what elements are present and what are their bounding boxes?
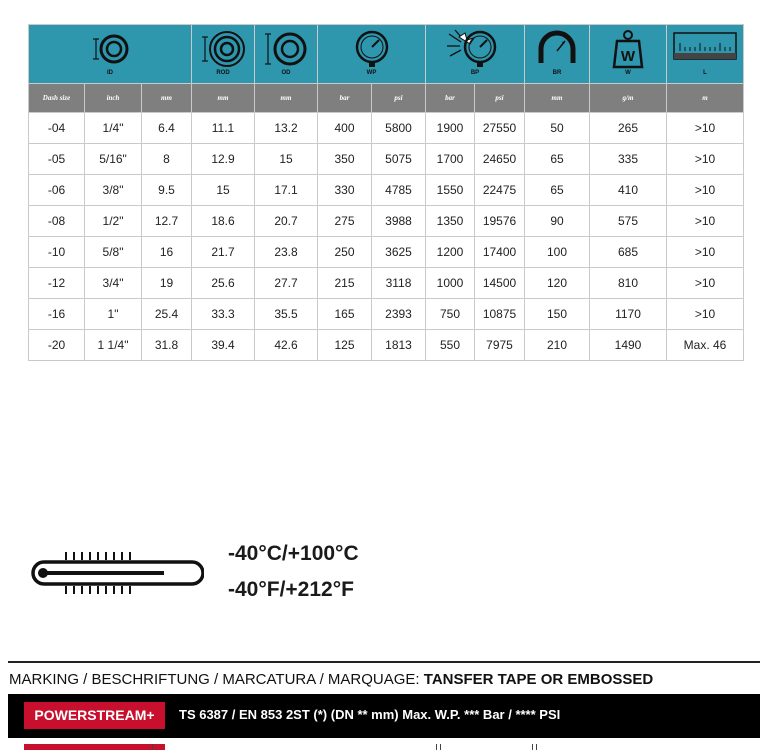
table-row <box>29 268 744 299</box>
marking-label: MARKING / BESCHRIFTUNG / MARCATURA / MARQUAGE: <box>9 671 424 688</box>
unit-header-row <box>29 84 744 113</box>
temp-celsius: -40°C/+100°C <box>228 542 359 565</box>
w-header <box>590 25 667 84</box>
table-cell: 3988 <box>372 206 426 237</box>
table-cell: 400 <box>318 113 372 144</box>
temp-fahrenheit: -40°F/+212°F <box>228 578 354 601</box>
table-cell: >10 <box>667 206 744 237</box>
table-cell: 550 <box>426 330 475 361</box>
table-cell: 1/2" <box>85 206 142 237</box>
table-cell: -08 <box>29 206 85 237</box>
table-cell: 4785 <box>372 175 426 206</box>
table-cell: 8 <box>142 144 192 175</box>
unit-cell: psi <box>372 84 426 113</box>
table-cell: -12 <box>29 268 85 299</box>
table-cell: 20.7 <box>255 206 318 237</box>
table-cell: 21.7 <box>192 237 255 268</box>
table-body <box>29 113 744 361</box>
table-cell: 25.6 <box>192 268 255 299</box>
table-cell: 1/4" <box>85 113 142 144</box>
table-cell: 17.1 <box>255 175 318 206</box>
wp-label: WP <box>366 70 377 76</box>
bp-label: BP <box>470 70 480 76</box>
table-cell: 11.1 <box>192 113 255 144</box>
table-cell: -20 <box>29 330 85 361</box>
od-header <box>255 25 318 84</box>
table-cell: 90 <box>525 206 590 237</box>
table-cell: 275 <box>318 206 372 237</box>
rod-label: ROD <box>216 70 230 76</box>
table-cell: 1 1/4" <box>85 330 142 361</box>
table-cell: 1700 <box>426 144 475 175</box>
table-cell: 7975 <box>475 330 525 361</box>
table-row <box>29 237 744 268</box>
table-cell: 31.8 <box>142 330 192 361</box>
table-cell: 575 <box>590 206 667 237</box>
weight-icon <box>608 29 648 69</box>
table-cell: 12.7 <box>142 206 192 237</box>
id-label: ID <box>107 70 113 76</box>
table-cell: 750 <box>426 299 475 330</box>
table-cell: 1" <box>85 299 142 330</box>
table-cell: 1350 <box>426 206 475 237</box>
table-cell: 1170 <box>590 299 667 330</box>
table-cell: 19 <box>142 268 192 299</box>
table-cell: 17400 <box>475 237 525 268</box>
table-cell: 120 <box>525 268 590 299</box>
table-cell: 1550 <box>426 175 475 206</box>
table-cell: 19576 <box>475 206 525 237</box>
table-cell: 1000 <box>426 268 475 299</box>
l-label: L <box>703 70 707 76</box>
table-cell: >10 <box>667 144 744 175</box>
table-cell: 6.4 <box>142 113 192 144</box>
table-cell: >10 <box>667 175 744 206</box>
brand-badge: POWERSTREAM+ <box>24 702 165 729</box>
table-cell: 215 <box>318 268 372 299</box>
bp-gauge-icon <box>445 29 505 69</box>
table-cell: 27550 <box>475 113 525 144</box>
table-cell: 35.5 <box>255 299 318 330</box>
table-cell: 2393 <box>372 299 426 330</box>
br-header <box>525 25 590 84</box>
table-cell: 210 <box>525 330 590 361</box>
table-row <box>29 299 744 330</box>
marking-method: TANSFER TAPE OR EMBOSSED <box>423 671 654 688</box>
marking-bar <box>8 694 760 738</box>
table-cell: 150 <box>525 299 590 330</box>
table-cell: 9.5 <box>142 175 192 206</box>
table-cell: 22475 <box>475 175 525 206</box>
table-cell: 25.4 <box>142 299 192 330</box>
rod-icon <box>198 29 248 69</box>
unit-cell: mm <box>525 84 590 113</box>
table-cell: 65 <box>525 175 590 206</box>
table-cell: 3118 <box>372 268 426 299</box>
table-cell: 335 <box>590 144 667 175</box>
marking-line <box>9 671 653 688</box>
table-cell: 65 <box>525 144 590 175</box>
unit-cell: Dash size <box>29 84 85 113</box>
unit-cell: bar <box>318 84 372 113</box>
table-cell: 5800 <box>372 113 426 144</box>
table-row <box>29 175 744 206</box>
table-cell: 5/16" <box>85 144 142 175</box>
table-cell: 18.6 <box>192 206 255 237</box>
table-cell: 12.9 <box>192 144 255 175</box>
table-row <box>29 206 744 237</box>
unit-cell: mm <box>255 84 318 113</box>
table-row <box>29 330 744 361</box>
unit-cell: g/m <box>590 84 667 113</box>
br-bend-icon <box>535 29 579 69</box>
table-cell: -05 <box>29 144 85 175</box>
od-icon <box>261 29 311 69</box>
divider <box>8 661 760 663</box>
table-cell: 15 <box>192 175 255 206</box>
unit-cell: psi <box>475 84 525 113</box>
table-cell: 685 <box>590 237 667 268</box>
l-header <box>667 25 744 84</box>
table-cell: 3625 <box>372 237 426 268</box>
table-cell: 27.7 <box>255 268 318 299</box>
length-icon <box>672 29 738 69</box>
table-cell: 350 <box>318 144 372 175</box>
id-icon <box>88 29 132 69</box>
table-cell: >10 <box>667 237 744 268</box>
table-cell: >10 <box>667 299 744 330</box>
w-label: W <box>625 70 631 76</box>
bottom-red-block <box>24 744 165 750</box>
od-label: OD <box>281 70 291 76</box>
unit-cell: inch <box>85 84 142 113</box>
weight-glyph: W <box>620 48 636 65</box>
table-cell: 13.2 <box>255 113 318 144</box>
table-cell: 23.8 <box>255 237 318 268</box>
table-cell: -04 <box>29 113 85 144</box>
table-cell: 3/8" <box>85 175 142 206</box>
table-cell: 39.4 <box>192 330 255 361</box>
table-cell: 33.3 <box>192 299 255 330</box>
table-cell: 5075 <box>372 144 426 175</box>
table-cell: >10 <box>667 268 744 299</box>
unit-cell: mm <box>142 84 192 113</box>
table-cell: 24650 <box>475 144 525 175</box>
table-cell: 1900 <box>426 113 475 144</box>
table-cell: -16 <box>29 299 85 330</box>
table-cell: 410 <box>590 175 667 206</box>
bottom-divider <box>440 744 441 750</box>
table-cell: 3/4" <box>85 268 142 299</box>
table-cell: 1813 <box>372 330 426 361</box>
table-cell: 100 <box>525 237 590 268</box>
table-cell: 15 <box>255 144 318 175</box>
table-cell: 42.6 <box>255 330 318 361</box>
table-cell: 810 <box>590 268 667 299</box>
bp-header <box>426 25 525 84</box>
unit-cell: bar <box>426 84 475 113</box>
table-row <box>29 144 744 175</box>
bottom-strip <box>8 744 760 750</box>
table-cell: 1490 <box>590 330 667 361</box>
bottom-divider <box>436 744 437 750</box>
table-row <box>29 113 744 144</box>
marking-text: TS 6387 / EN 853 2ST (*) (DN ** mm) Max. W.P. *** Bar / **** PSI <box>179 707 561 722</box>
unit-cell: m <box>667 84 744 113</box>
thermometer-icon <box>28 548 204 598</box>
table-cell: 14500 <box>475 268 525 299</box>
table-cell: 165 <box>318 299 372 330</box>
bottom-divider <box>152 744 153 750</box>
table-cell: 125 <box>318 330 372 361</box>
rod-header <box>192 25 255 84</box>
table-cell: 1200 <box>426 237 475 268</box>
table-cell: 16 <box>142 237 192 268</box>
wp-gauge-icon <box>352 29 392 69</box>
br-label: BR <box>552 70 562 76</box>
icon-header-row <box>29 25 744 84</box>
unit-cell: mm <box>192 84 255 113</box>
table-cell: 5/8" <box>85 237 142 268</box>
table-cell: 330 <box>318 175 372 206</box>
table-cell: -10 <box>29 237 85 268</box>
table-cell: 50 <box>525 113 590 144</box>
id-header <box>29 25 192 84</box>
bottom-divider <box>536 744 537 750</box>
bottom-divider <box>532 744 533 750</box>
table-cell: 265 <box>590 113 667 144</box>
table-cell: -06 <box>29 175 85 206</box>
table-cell: >10 <box>667 113 744 144</box>
table-cell: 250 <box>318 237 372 268</box>
wp-header <box>318 25 426 84</box>
table-cell: Max. 46 <box>667 330 744 361</box>
spec-table <box>28 24 744 361</box>
table-cell: 10875 <box>475 299 525 330</box>
